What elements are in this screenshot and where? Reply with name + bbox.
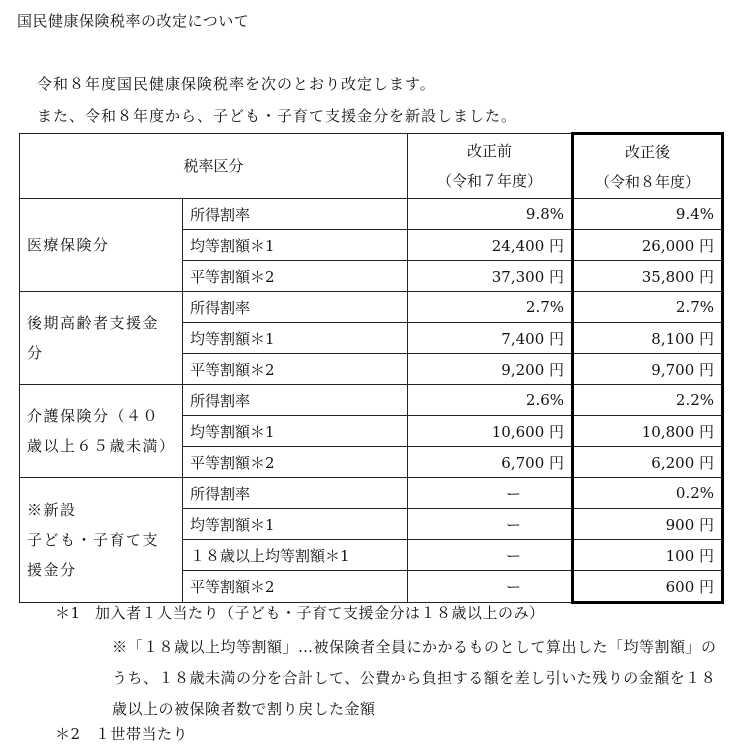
table-row: [20, 478, 723, 509]
row-after: 6,200 円: [573, 447, 723, 478]
page-title: 国民健康保険税率の改定について: [17, 12, 250, 30]
footnote-1: [55, 602, 545, 623]
row-item: 所得割率: [183, 385, 408, 416]
row-after: 2.2%: [573, 385, 723, 416]
header-category: 税率区分: [20, 134, 408, 199]
footnote-1-text: 加入者１人当たり（子ども・子育て支援金分は１８歳以上のみ）: [95, 604, 545, 622]
row-after: 900 円: [573, 509, 723, 540]
row-item: 均等割額＊1: [183, 416, 408, 447]
row-before: 9,200 円: [408, 354, 573, 385]
row-after: 8,100 円: [573, 323, 723, 354]
intro-line-1: 令和８年度国民健康保険税率を次のとおり改定します。: [37, 75, 436, 93]
row-before: 10,600 円: [408, 416, 573, 447]
row-item: 平等割額＊2: [183, 447, 408, 478]
row-item: 均等割額＊1: [183, 323, 408, 354]
row-item: 平等割額＊2: [183, 261, 408, 292]
row-before: ー: [408, 571, 573, 603]
intro-line-2: また、令和８年度から、子ども・子育て支援金分を新設しました。: [37, 107, 518, 125]
row-before: ー: [408, 509, 573, 540]
row-before: 9.8%: [408, 199, 573, 230]
row-after: 35,800 円: [573, 261, 723, 292]
row-item: 平等割額＊2: [183, 354, 408, 385]
row-after: 9,700 円: [573, 354, 723, 385]
footnote-2-mark: ＊2: [55, 725, 81, 743]
footnote-1-detail: ※「１８歳以上均等割額」…被保険者全員にかかるものとして算出した「均等割額」のうち、１８歳未満の分を合計して、公費から負担する額を差し引いた残りの金額を１８歳以上の被保険者数で割り戻した金額: [112, 638, 717, 718]
row-before: 37,300 円: [408, 261, 573, 292]
table-row: [20, 385, 723, 416]
header-after-year: （令和８年度）: [595, 172, 701, 191]
row-before: 2.6%: [408, 385, 573, 416]
row-after: 9.4%: [573, 199, 723, 230]
header-after: [573, 134, 723, 199]
row-item: 均等割額＊1: [183, 509, 408, 540]
row-before: ー: [408, 540, 573, 571]
header-before-title: 改正前: [467, 142, 513, 160]
row-before: 24,400 円: [408, 230, 573, 261]
group-medical: 医療保険分: [20, 199, 183, 292]
row-before: 7,400 円: [408, 323, 573, 354]
footnote-2-text: １世帯当たり: [95, 725, 189, 743]
row-before: 2.7%: [408, 292, 573, 323]
group-nursing-care: 介護保険分（４０歳以上６５歳未満）: [20, 385, 183, 478]
header-before-year: （令和７年度）: [437, 172, 543, 190]
row-after: 0.2%: [573, 478, 723, 509]
header-after-title: 改正後: [625, 142, 671, 161]
row-item: 均等割額＊1: [183, 230, 408, 261]
row-item: １８歳以上均等割額＊1: [183, 540, 408, 571]
row-after: 26,000 円: [573, 230, 723, 261]
row-before: 6,700 円: [408, 447, 573, 478]
group-child-support: [20, 478, 183, 603]
table-row: [20, 199, 723, 230]
tax-rate-table: [19, 132, 724, 604]
footnote-1-mark: ＊1: [55, 604, 81, 622]
group-child-support-label: 子ども・子育て支援金分: [27, 531, 160, 579]
row-after: 10,800 円: [573, 416, 723, 447]
header-before: [408, 134, 573, 199]
row-item: 平等割額＊2: [183, 571, 408, 603]
table-header-row: [20, 134, 723, 199]
row-after: 100 円: [573, 540, 723, 571]
group-elderly-support: 後期高齢者支援金分: [20, 292, 183, 385]
row-item: 所得割率: [183, 292, 408, 323]
row-before: ー: [408, 478, 573, 509]
footnote-2: [55, 723, 188, 744]
table-row: [20, 292, 723, 323]
row-after: 2.7%: [573, 292, 723, 323]
group-new-label: ※新設: [27, 501, 77, 519]
row-item: 所得割率: [183, 199, 408, 230]
row-after: 600 円: [573, 571, 723, 603]
row-item: 所得割率: [183, 478, 408, 509]
